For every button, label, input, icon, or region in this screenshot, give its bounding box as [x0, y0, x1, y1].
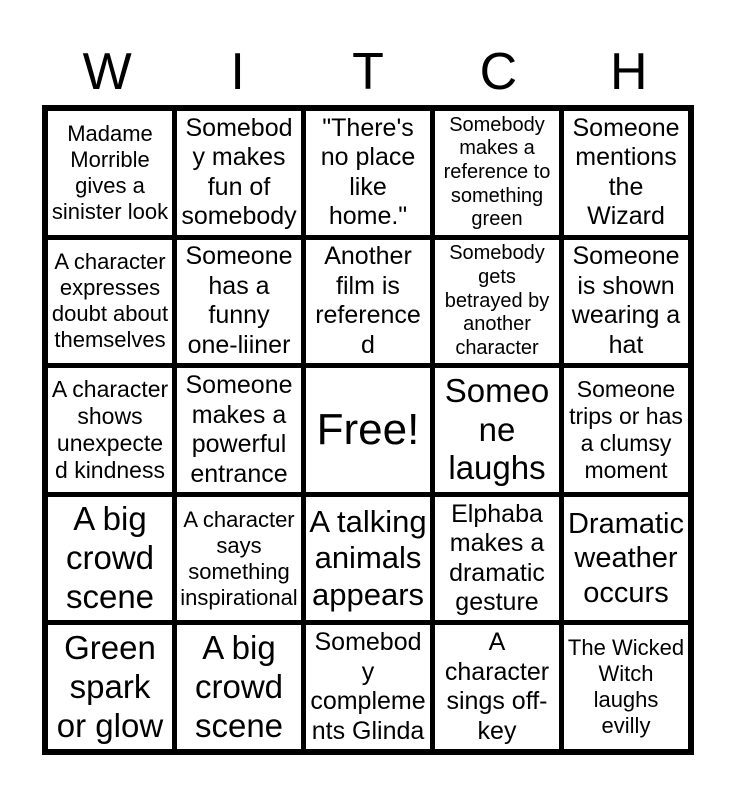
bingo-cell-free[interactable]	[306, 368, 430, 492]
bingo-cell-text: Free!	[316, 405, 420, 455]
bingo-cell-text: A big crowd scene	[65, 500, 155, 616]
bingo-letter-c: C	[479, 43, 518, 101]
bingo-cell-text: A character shows unexpected kindness	[51, 375, 169, 484]
bingo-cell-text: A big crowd scene	[194, 628, 284, 744]
bingo-cell[interactable]	[435, 625, 559, 749]
bingo-cell-text: Somebody makes a reference to something green	[443, 113, 551, 231]
bingo-cell-text: Somebody makes fun of somebody	[181, 113, 297, 231]
bingo-cell-text: Someone is shown wearing a hat	[571, 242, 681, 359]
bingo-cell[interactable]	[48, 240, 172, 364]
bingo-cell[interactable]	[435, 111, 559, 235]
bingo-cell-text: Dramatic weather occurs	[567, 508, 684, 609]
bingo-cell[interactable]	[306, 240, 430, 364]
bingo-cell[interactable]	[564, 111, 688, 235]
bingo-cell[interactable]	[306, 111, 430, 235]
bingo-cell[interactable]	[177, 368, 301, 492]
bingo-cell-text: Someone has a funny one-liiner	[185, 242, 293, 359]
bingo-cell-text: Someone laughs	[444, 371, 550, 487]
bingo-cell[interactable]	[177, 625, 301, 749]
bingo-letter-i: I	[230, 43, 245, 101]
bingo-cell[interactable]	[435, 240, 559, 364]
bingo-cell[interactable]	[564, 368, 688, 492]
bingo-board	[42, 0, 694, 755]
bingo-cell-text: Green spark or glow	[56, 628, 164, 744]
bingo-cell[interactable]	[177, 240, 301, 364]
bingo-cell-text: A character sings off-key	[444, 628, 550, 745]
bingo-cell-text: Someone makes a powerful entrance	[185, 371, 293, 488]
bingo-grid	[42, 105, 694, 755]
bingo-letter-h: H	[610, 43, 648, 101]
bingo-cell[interactable]	[48, 625, 172, 749]
bingo-cell-text: Another film is referenced	[315, 242, 421, 359]
bingo-letter-t: T	[352, 43, 384, 101]
bingo-cell-text: Elphaba makes a dramatic gesture	[449, 499, 545, 617]
bingo-cell-text: Madame Morrible gives a sinister look	[51, 120, 169, 224]
bingo-cell[interactable]	[48, 368, 172, 492]
bingo-cell-text: A character expresses doubt about themselves	[51, 249, 169, 353]
bingo-cell-text: Someone trips or has a clumsy moment	[569, 375, 683, 484]
bingo-cell-text: The Wicked Witch laughs evilly	[567, 635, 685, 739]
bingo-cell[interactable]	[435, 368, 559, 492]
bingo-cell[interactable]	[564, 497, 688, 621]
bingo-cell[interactable]	[435, 497, 559, 621]
bingo-cell-text: A character says something inspirational	[180, 506, 298, 610]
bingo-cell-text: Somebody gets betrayed by another character	[444, 242, 550, 359]
bingo-letter-w: W	[82, 43, 132, 101]
bingo-cell-text: Someone mentions the Wizard	[572, 113, 680, 231]
bingo-cell[interactable]	[306, 625, 430, 749]
bingo-cell[interactable]	[564, 625, 688, 749]
bingo-cell[interactable]	[48, 497, 172, 621]
bingo-cell[interactable]	[306, 497, 430, 621]
bingo-cell[interactable]	[177, 111, 301, 235]
bingo-cell[interactable]	[564, 240, 688, 364]
bingo-cell-text: A talking animals appears	[309, 503, 427, 612]
bingo-cell-text: "There's no place like home."	[320, 113, 416, 231]
bingo-title	[42, 0, 694, 105]
bingo-cell[interactable]	[48, 111, 172, 235]
bingo-cell[interactable]	[177, 497, 301, 621]
bingo-cell-text: Somebody complements Glinda	[310, 628, 426, 745]
